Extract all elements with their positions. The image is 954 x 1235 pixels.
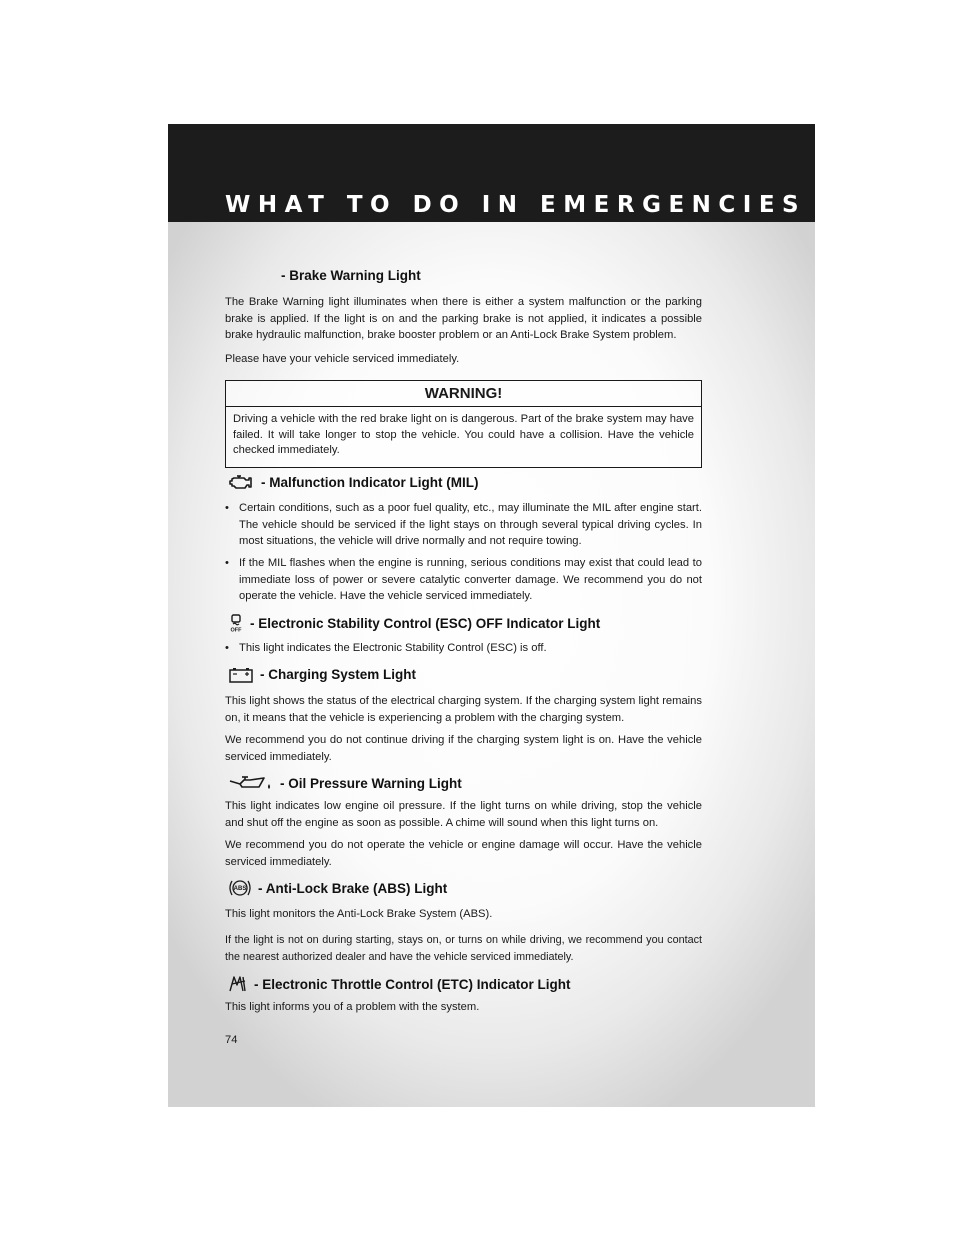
check-engine-icon bbox=[228, 474, 255, 491]
abs-heading: ABS - Anti-Lock Brake (ABS) Light bbox=[228, 878, 447, 898]
brake-warning-paragraph-2: Please have your vehicle serviced immediately. bbox=[225, 353, 460, 365]
esc-bullet-1: • This light indicates the Electronic Stability Control (ESC) is off. bbox=[225, 640, 702, 657]
etc-heading: - Electronic Throttle Control (ETC) Indicator Light bbox=[228, 975, 571, 993]
oil-can-icon bbox=[228, 775, 274, 792]
abs-icon bbox=[228, 878, 252, 898]
oil-paragraph-2: We recommend you do not operate the vehicle or engine damage will occur. Have the vehicle serviced immediately. bbox=[225, 839, 702, 868]
charging-paragraph-2: We recommend you do not continue driving if the charging system light is on. Have the vehicle serviced immediately. bbox=[225, 734, 702, 763]
warning-title: WARNING! bbox=[226, 381, 701, 407]
battery-icon bbox=[228, 666, 254, 683]
esc-off-icon bbox=[228, 614, 244, 632]
bullet-dot: • bbox=[225, 502, 229, 514]
throttle-icon bbox=[228, 975, 248, 993]
bullet-dot: • bbox=[225, 642, 229, 654]
warning-box bbox=[225, 380, 702, 468]
oil-heading: - Oil Pressure Warning Light bbox=[228, 775, 462, 792]
esc-heading: OFF - Electronic Stability Control (ESC) OFF Indicator Light bbox=[228, 614, 600, 632]
abs-paragraph-2: If the light is not on during starting, stays on, or turns on while driving, we recommend you contact the nearest authorized dealer and have the vehicle serviced immediately. bbox=[225, 934, 702, 963]
charging-paragraph-1: This light shows the status of the electrical charging system. If the charging system light remains on, it means that the vehicle is experiencing a problem with the charging system. bbox=[225, 695, 702, 724]
mil-bullet-2: • If the MIL flashes when the engine is running, serious conditions may exist that could lead to immediate loss of power or severe catalytic converter damage. We recommend you do not operate the vehicle. Have the vehicle serviced immediately. bbox=[225, 557, 702, 603]
page-number: 74 bbox=[225, 1034, 238, 1046]
header-bar bbox=[168, 124, 815, 222]
bullet-dot: • bbox=[225, 557, 229, 569]
brake-warning-paragraph-1: The Brake Warning light illuminates when there is either a system malfunction or the parking brake is applied. If the light is on and the parking brake is not applied, it indicates a possible brake hydraulic malfunction, brake booster problem or an Anti-Lock Brake System problem. bbox=[225, 296, 702, 342]
section-title: WHAT TO DO IN EMERGENCIES bbox=[225, 192, 807, 218]
warning-text: Driving a vehicle with the red brake light on is dangerous. Part of the brake system may have failed. It will take longer to stop the vehicle. You could have a collision. Have the vehicle checked immediately. bbox=[233, 413, 694, 456]
brake-warning-heading: - Brake Warning Light bbox=[281, 268, 421, 283]
mil-bullet-1: • Certain conditions, such as a poor fuel quality, etc., may illuminate the MIL after engine start. The vehicle should be serviced if the light stays on through several typical driving cycles. In most situations, the vehicle will drive normally and not require towing. bbox=[225, 502, 702, 548]
oil-paragraph-1: This light indicates low engine oil pressure. If the light turns on while driving, stop the vehicle and shut off the engine as soon as possible. A chime will sound when this light turns on. bbox=[225, 800, 702, 829]
charging-heading: - Charging System Light bbox=[228, 666, 416, 683]
mil-heading: - Malfunction Indicator Light (MIL) bbox=[228, 474, 478, 491]
svg-text:ABS: ABS bbox=[233, 886, 247, 893]
etc-paragraph-1: This light informs you of a problem with the system. bbox=[225, 1001, 480, 1013]
svg-text:OFF: OFF bbox=[230, 627, 242, 632]
page-panel bbox=[168, 124, 815, 1107]
abs-paragraph-1: This light monitors the Anti-Lock Brake System (ABS). bbox=[225, 908, 493, 920]
